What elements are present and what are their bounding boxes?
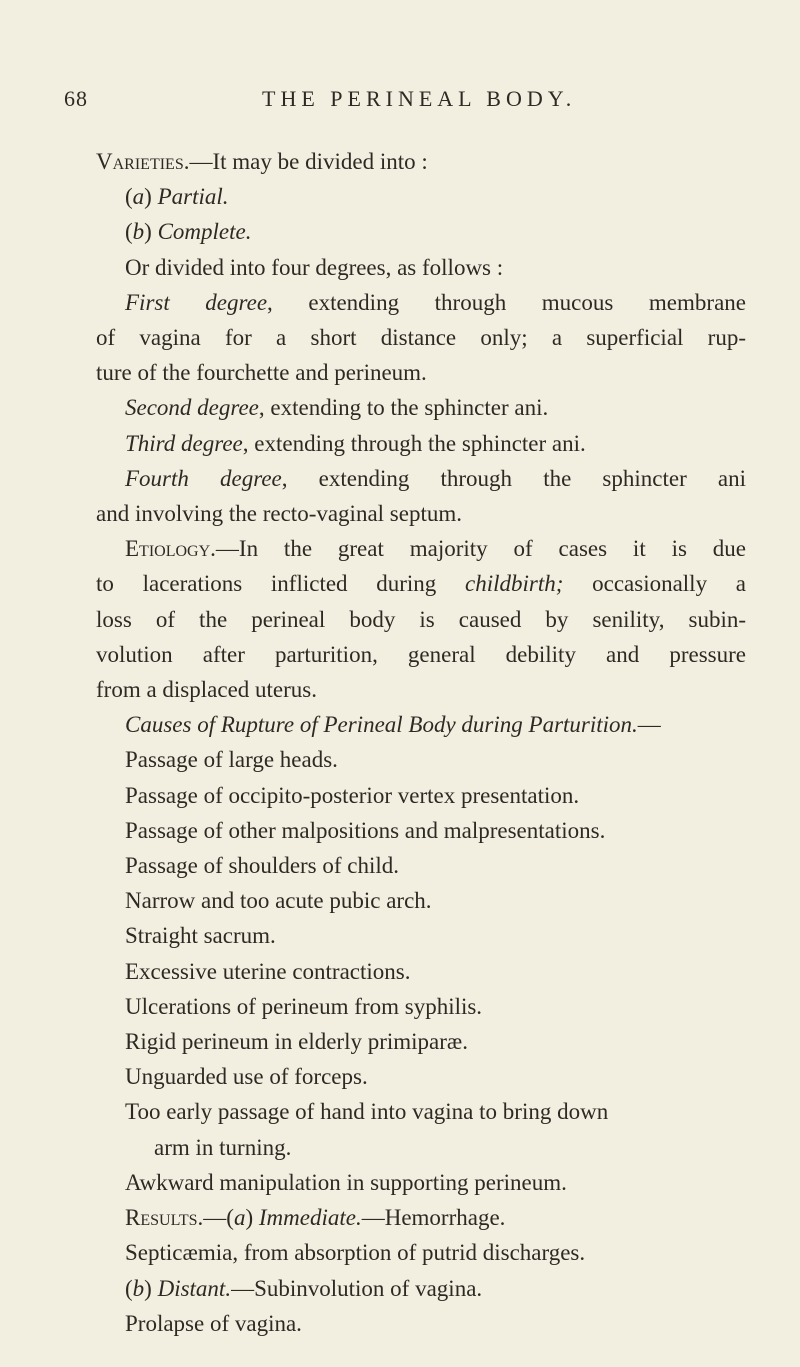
- fourth-degree-label: Fourth degree: [125, 465, 282, 491]
- running-title: THE PERINEAL BODY.: [262, 86, 577, 111]
- cause-item: Straight sacrum.: [125, 923, 276, 949]
- variety-b-mark: b: [132, 219, 145, 245]
- cause-item: Too early passage of hand into vagina to bring down: [125, 1099, 609, 1125]
- first-degree-label: First degree: [125, 289, 268, 315]
- cause-item: Awkward manipulation in supporting perineum.: [125, 1169, 567, 1195]
- results-line: Results.—(a) Immediate.—Hemorrhage.: [125, 1205, 506, 1231]
- cause-item: Passage of occipito-posterior vertex presentation.: [125, 782, 580, 808]
- first-degree-line: First degree, extending through mucous membrane: [125, 289, 746, 315]
- second-degree-line: Second degree, extending to the sphincter ani.: [125, 395, 549, 421]
- childbirth-term: childbirth;: [465, 571, 564, 597]
- running-header: [64, 86, 744, 120]
- results-heading: Results.: [125, 1205, 204, 1231]
- third-degree-label: Third degree: [125, 430, 243, 456]
- causes-heading: Causes of Rupture of Perineal Body during Parturition.: [125, 712, 638, 738]
- varieties-heading: Varieties.: [96, 149, 190, 174]
- cause-item: Narrow and too acute pubic arch.: [125, 888, 432, 914]
- septicaemia-line: Septicæmia, from absorption of putrid discharges.: [125, 1240, 586, 1266]
- second-degree-label: Second degree: [125, 395, 259, 421]
- third-degree-line: Third degree, extending through the sphincter ani.: [125, 430, 586, 456]
- fourth-degree-cont: and involving the recto-vaginal septum.: [96, 501, 462, 527]
- etiology-cont-1: to lacerations inflicted during childbirth; occasionally a: [96, 571, 746, 597]
- page-number: 68: [64, 86, 88, 111]
- distant-label: Distant.: [157, 1275, 232, 1301]
- cause-item: Unguarded use of forceps.: [125, 1064, 368, 1090]
- cause-item: Passage of other malpositions and malpresentations.: [125, 817, 606, 843]
- varieties-text: —It may be divided into :: [189, 149, 428, 174]
- variety-a-mark: a: [132, 184, 145, 210]
- causes-heading-line: Causes of Rupture of Perineal Body during Parturition.—: [125, 712, 661, 738]
- page-body: [96, 144, 746, 1341]
- varieties-line: [96, 144, 746, 179]
- cause-item: arm in turning.: [154, 1134, 292, 1160]
- degrees-intro: Or divided into four degrees, as follows :: [125, 254, 504, 280]
- etiology-line: Etiology.—In the great majority of cases it is due: [125, 536, 746, 562]
- variety-a: (a) Partial.: [125, 184, 229, 210]
- variety-b: (b) Complete.: [125, 219, 252, 245]
- first-degree-cont-2: ture of the fourchette and perineum.: [96, 360, 427, 386]
- cause-item: Ulcerations of perineum from syphilis.: [125, 993, 483, 1019]
- cause-item: Excessive uterine contractions.: [125, 958, 411, 984]
- causes-list: [96, 742, 746, 1200]
- etiology-cont-4: from a displaced uterus.: [96, 677, 317, 703]
- variety-a-label: Partial.: [157, 184, 229, 210]
- etiology-heading: Etiology.: [125, 536, 216, 562]
- fourth-degree-line: Fourth degree, extending through the sphincter ani: [125, 465, 746, 491]
- etiology-cont-3: volution after parturition, general debility and pressure: [96, 641, 746, 667]
- cause-item: Rigid perineum in elderly primiparæ.: [125, 1029, 469, 1055]
- variety-b-label: Complete.: [157, 219, 252, 245]
- cause-item: Passage of large heads.: [125, 747, 338, 773]
- distant-line: (b) Distant.—Subinvolution of vagina.: [125, 1275, 483, 1301]
- cause-item: Passage of shoulders of child.: [125, 853, 400, 879]
- etiology-cont-2: loss of the perineal body is caused by senility, subin-: [96, 606, 746, 632]
- first-degree-cont-1: of vagina for a short distance only; a superficial rup-: [96, 325, 746, 351]
- immediate-label: Immediate.: [258, 1205, 362, 1231]
- prolapse-line: Prolapse of vagina.: [125, 1310, 302, 1336]
